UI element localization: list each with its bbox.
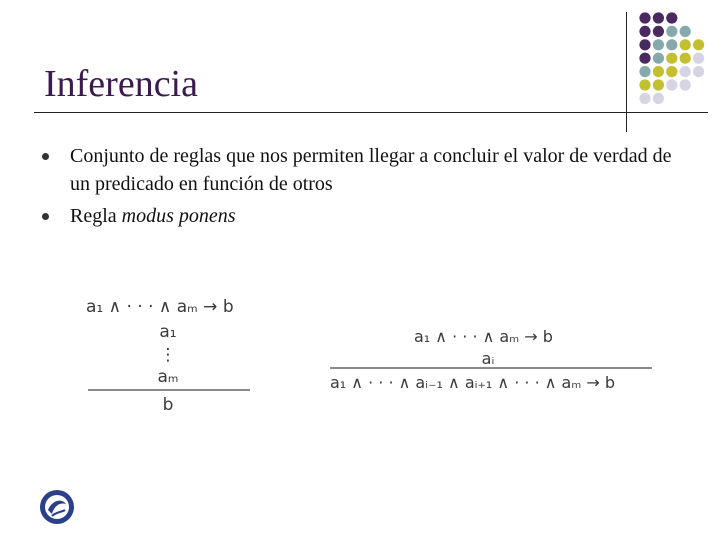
decorative-dot: [639, 53, 650, 64]
vertical-divider: [626, 12, 627, 132]
rule-left-premise-3: aₘ: [157, 367, 179, 387]
university-seal-icon: [38, 488, 76, 526]
decorative-dot: [680, 79, 691, 90]
decorative-dot: [639, 12, 650, 23]
decorative-dot: [693, 53, 704, 64]
decorative-dot: [639, 93, 650, 104]
bullet-text-emphasis: modus ponens: [121, 205, 236, 227]
bullet-dot-icon: [42, 213, 49, 220]
title-underline: [34, 112, 708, 113]
decorative-dot: [653, 26, 664, 37]
decorative-dot: [680, 39, 691, 50]
decorative-dot: [639, 66, 650, 77]
bullet-item: [40, 202, 680, 230]
decorative-dot: [653, 79, 664, 90]
decorative-dot: [680, 53, 691, 64]
decorative-dot: [639, 26, 650, 37]
decorative-dot: [639, 79, 650, 90]
decorative-dot: [653, 93, 664, 104]
rule-left-premise-2: a₁: [159, 322, 177, 342]
bullet-text-prefix: Regla: [70, 205, 122, 227]
decorative-dot: [639, 39, 650, 50]
rule-left-premise-1: a₁ ∧ · · · ∧ aₘ → b: [86, 297, 234, 317]
rule-left: [86, 297, 250, 415]
rule-right: [330, 327, 652, 392]
rule-right-premise-1: a₁ ∧ · · · ∧ aₘ → b: [414, 327, 553, 346]
decorative-dot: [693, 39, 704, 50]
slide-title: Inferencia: [44, 63, 198, 105]
decorative-dot: [680, 66, 691, 77]
bullet-item: [40, 142, 680, 198]
decorative-dot: [666, 66, 677, 77]
inference-rules-figure: [0, 270, 720, 430]
rule-left-ellipsis: ⋮: [159, 345, 177, 365]
decorative-dot: [666, 39, 677, 50]
decorative-dot: [680, 26, 691, 37]
bullet-list: [40, 142, 680, 234]
decorative-dot: [693, 66, 704, 77]
rule-right-conclusion: a₁ ∧ · · · ∧ aᵢ₋₁ ∧ aᵢ₊₁ ∧ · · · ∧ aₘ → b: [330, 373, 616, 392]
decorative-dot: [653, 53, 664, 64]
decorative-dot: [653, 39, 664, 50]
decorative-dot: [666, 79, 677, 90]
decorative-dot: [666, 53, 677, 64]
decorative-dot: [653, 12, 664, 23]
decorative-dot: [666, 26, 677, 37]
rule-left-conclusion: b: [162, 395, 174, 415]
bullet-text: Conjunto de reglas que nos permiten llegar a concluir el valor de verdad de un predicado en función de otros: [70, 145, 672, 195]
decorative-dot: [666, 12, 677, 23]
rule-right-premise-2: aᵢ: [481, 349, 495, 368]
decorative-dot: [653, 66, 664, 77]
bullet-dot-icon: [42, 153, 49, 160]
